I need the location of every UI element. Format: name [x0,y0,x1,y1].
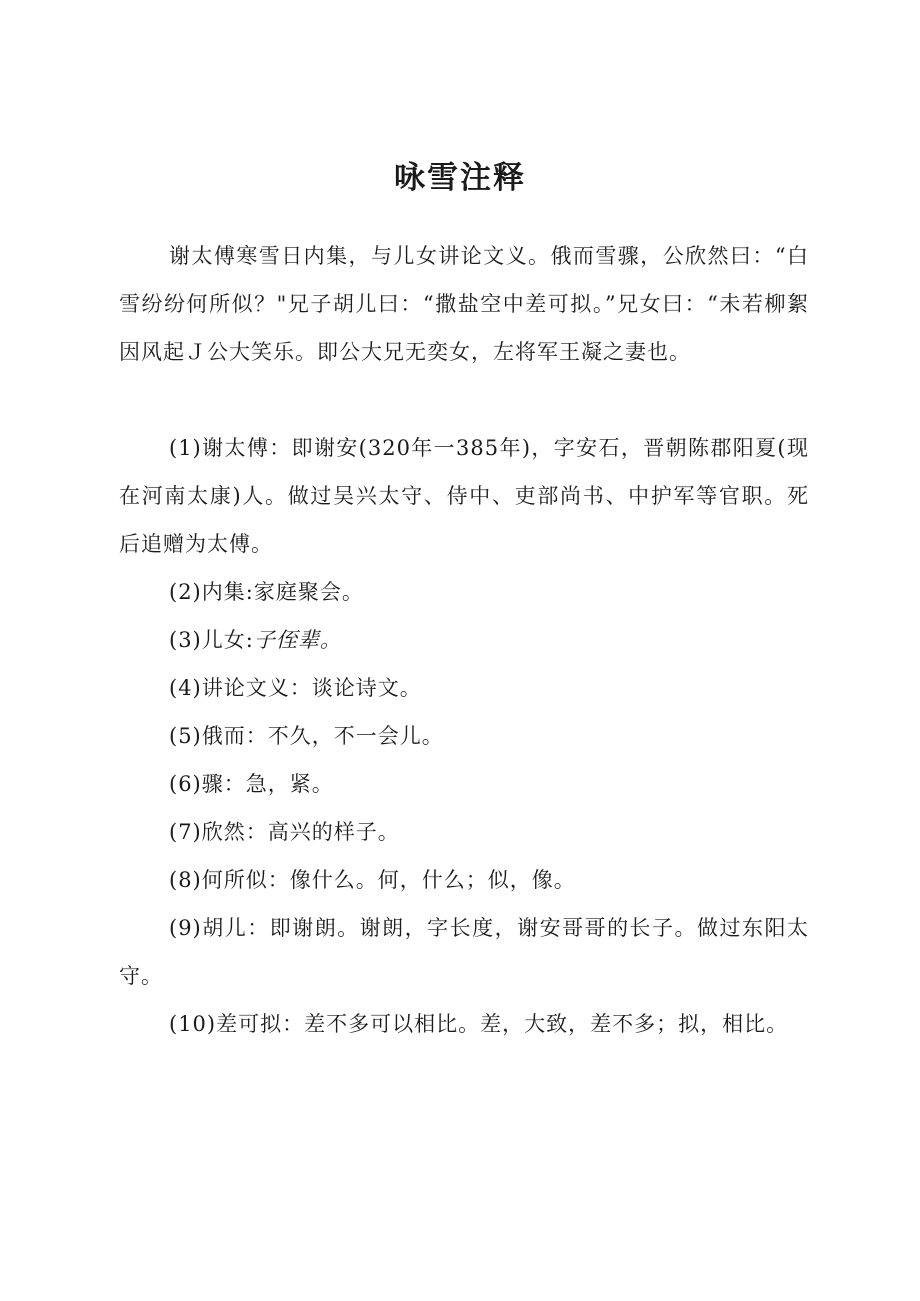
note-8: (8)何所似：像什么。何，什么；似，像。 [169,868,576,892]
note-1: (1)谢太傅：即谢安(320年一385年)，字安石，晋朝陈郡阳夏(现在河南太康)人。做过吴兴太守、侍中、吏部尚书、中护军等官职。死后追赠为太傅。 [119,436,809,556]
intro-paragraph: 谢太傅寒雪日内集，与儿女讲论文义。俄而雪骤，公欣然曰：“白雪纷纷何所似？"兄子胡儿曰：“撒盐空中差可拟。”兄女曰：“未若柳絮因风起Ｊ公大笑乐。即公大兄无奕女，左将军王凝之妻也。 [119,244,809,364]
note-2 [119,568,809,616]
note-7: (7)欣然：高兴的样子。 [169,820,400,844]
note-9: (9)胡儿：即谢朗。谢朗，字长度，谢安哥哥的长子。做过东阳太守。 [119,916,809,988]
note-4: (4)讲论文义：谈论诗文。 [169,676,422,700]
page-title: 咏雪注释 [394,160,526,196]
document-body [119,232,809,1096]
note-3-definition: 子侄辈。 [253,628,342,652]
note-3 [119,616,809,664]
note-2-term: (2)内集: [169,580,254,604]
note-3-term: (3)儿女: [169,628,254,652]
note-2-definition: 家庭聚会。 [253,580,364,604]
note-10: (10)差可拟：差不多可以相比。差，大致，差不多；拟，相比。 [169,1012,789,1036]
note-5: (5)俄而：不久，不一会儿。 [169,724,444,748]
note-6: (6)骤：急，紧。 [169,772,334,796]
